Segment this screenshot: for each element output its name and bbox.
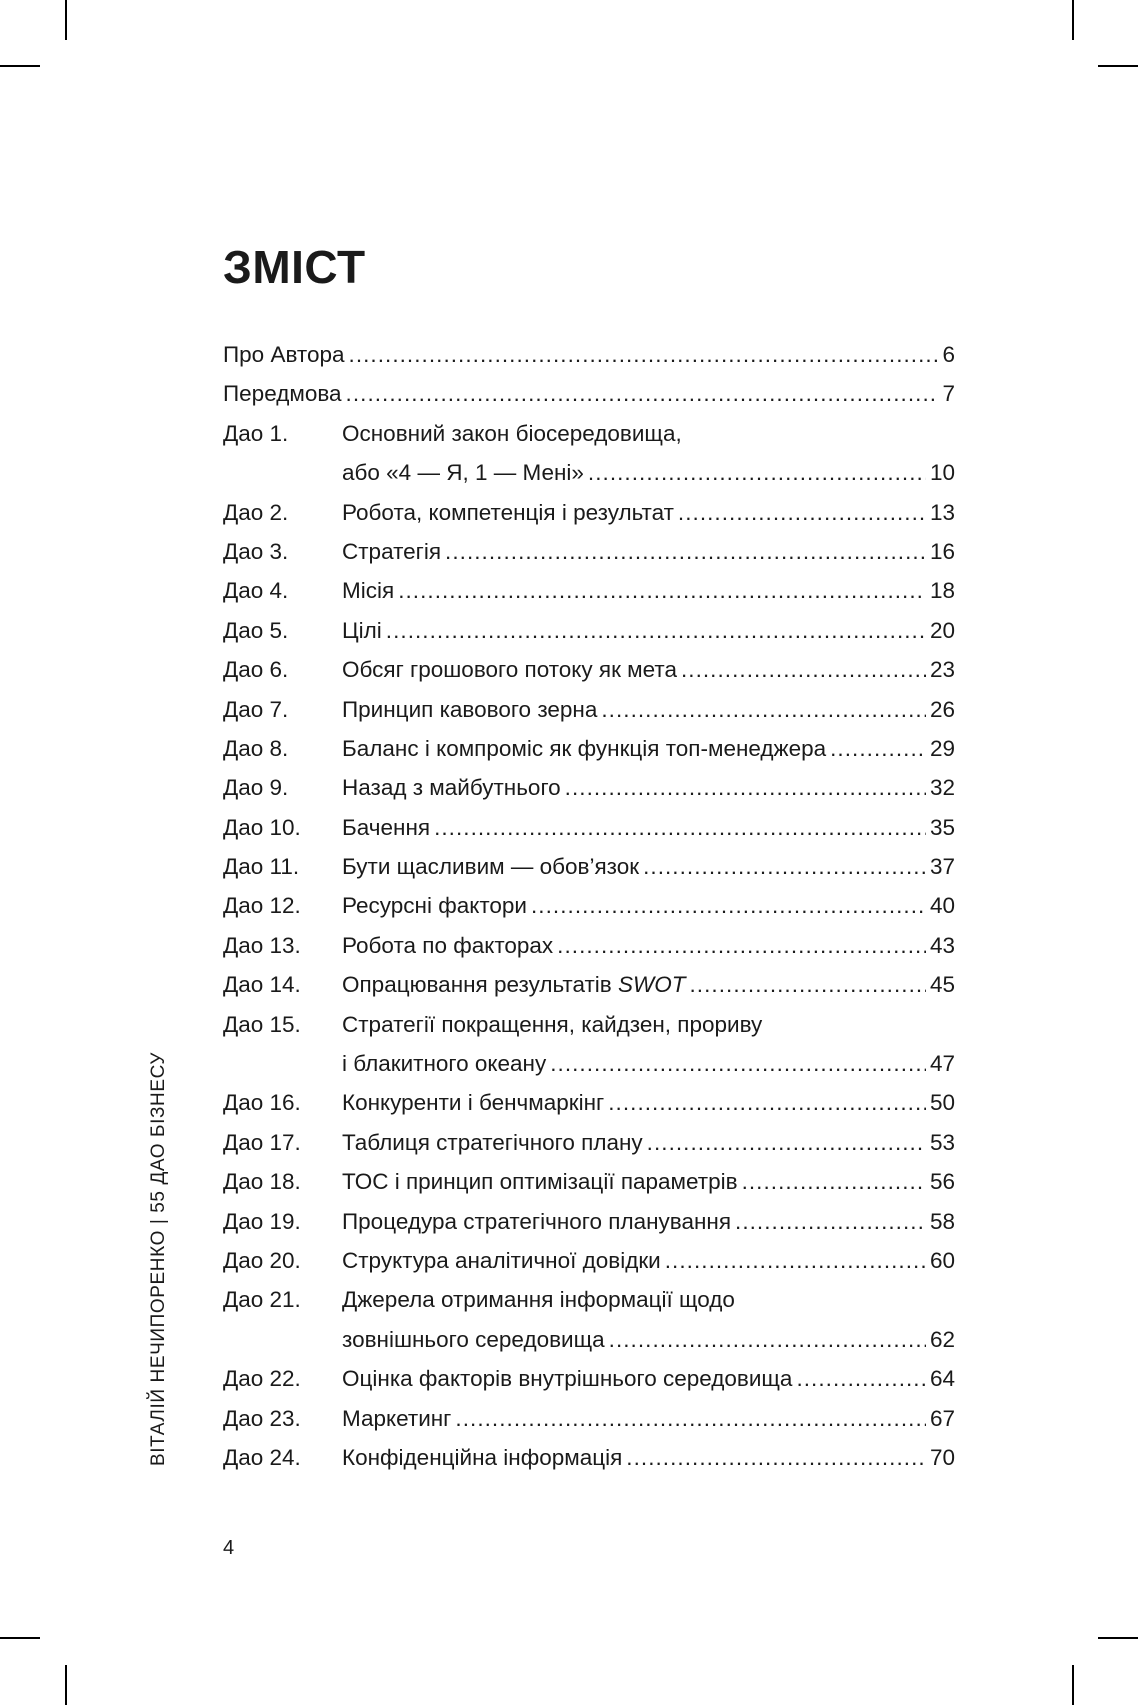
toc-entry [223, 886, 955, 925]
toc-entry-page: 7 [942, 381, 955, 407]
toc-entry [223, 571, 955, 610]
toc-entry [223, 1044, 955, 1083]
toc-entry-title: Конкуренти і бенчмаркінг [342, 1090, 605, 1116]
toc-entry-leader [455, 1399, 926, 1438]
toc-entry-number: Дао 2. [223, 499, 289, 525]
toc-entry [223, 768, 955, 807]
toc-entry-title: Джерела отримання інформації щодо [342, 1287, 735, 1313]
toc-entry-page: 10 [929, 460, 955, 486]
toc-entry [223, 1241, 955, 1280]
crop-mark-bottom-right [1072, 1665, 1074, 1705]
toc-entry [223, 335, 955, 374]
table-of-contents [223, 335, 955, 1477]
toc-entry-title: Передмова [223, 381, 342, 407]
toc-entry-number: Дао 20. [223, 1247, 301, 1273]
crop-mark-top-right [1072, 0, 1074, 40]
toc-entry-title: Маркетинг [342, 1405, 452, 1431]
toc-entry-page: 43 [929, 932, 955, 958]
toc-entry [223, 1280, 955, 1319]
toc-entry-title: Обсяг грошового потоку як мета [342, 657, 677, 683]
toc-entry-title: Оцінка факторів внутрішнього середовища [342, 1366, 793, 1392]
toc-entry-page: 45 [929, 972, 955, 998]
toc-entry-leader [398, 571, 926, 610]
toc-entry-title: Про Автора [223, 342, 345, 367]
toc-entry-page: 58 [929, 1208, 955, 1234]
toc-entry [223, 1083, 955, 1122]
toc-entry [223, 532, 955, 571]
toc-entry-title: Бути щасливим — обов’язок [342, 854, 640, 880]
toc-entry-leader [830, 729, 926, 768]
toc-entry-title: Таблиця стратегічного плану [342, 1129, 643, 1155]
toc-entry-page: 60 [929, 1247, 955, 1273]
toc-entry [223, 1320, 955, 1359]
toc-entry [223, 374, 955, 413]
toc-entry-leader [742, 1162, 926, 1201]
toc-entry-title: Робота, компетенція і результат [342, 499, 674, 525]
toc-entry [223, 926, 955, 965]
toc-entry [223, 453, 955, 492]
toc-entry-leader [531, 886, 926, 925]
toc-entry-leader [434, 808, 926, 847]
toc-entry-page: 64 [929, 1366, 955, 1392]
toc-entry-page: 62 [929, 1326, 955, 1352]
toc-entry-page: 70 [929, 1444, 955, 1470]
toc-entry-title: Бачення [342, 814, 431, 840]
toc-entry-page: 18 [929, 578, 955, 604]
toc-entry-leader [643, 847, 926, 886]
crop-mark-top-left [65, 0, 67, 40]
toc-entry-page: 20 [929, 617, 955, 643]
toc-entry-page: 6 [942, 342, 955, 367]
toc-entry-number: Дао 11. [223, 854, 300, 880]
toc-entry [223, 611, 955, 650]
toc-entry-title: Стратегії покращення, кайдзен, прориву [342, 1011, 763, 1037]
toc-entry [223, 1005, 955, 1044]
toc-entry-page: 16 [929, 538, 955, 564]
toc-entry-page: 29 [929, 735, 955, 761]
toc-entry-title: Баланс і компроміс як функція топ-менеджера [342, 735, 827, 761]
toc-entry-title: Ресурсні фактори [342, 893, 527, 919]
toc-entry-leader [349, 335, 939, 374]
page-title: ЗМІСТ [223, 241, 366, 293]
toc-entry-number: Дао 3. [223, 538, 289, 564]
toc-entry [223, 690, 955, 729]
toc-entry-number: Дао 6. [223, 657, 289, 683]
toc-entry [223, 808, 955, 847]
toc-entry-page: 37 [929, 854, 955, 880]
toc-entry-title: Принцип кавового зерна [342, 696, 598, 722]
toc-entry-title: і блакитного океану [342, 1051, 547, 1077]
toc-entry [223, 965, 955, 1004]
toc-entry [223, 493, 955, 532]
toc-entry-number: Дао 7. [223, 696, 289, 722]
toc-entry-leader [557, 926, 926, 965]
toc-entry-page: 56 [929, 1169, 955, 1195]
toc-entry-page: 47 [929, 1051, 955, 1077]
toc-entry-number: Дао 23. [223, 1405, 301, 1431]
toc-entry-number: Дао 4. [223, 578, 289, 604]
toc-entry-page: 32 [929, 775, 955, 801]
toc-entry [223, 1162, 955, 1201]
toc-entry-number: Дао 16. [223, 1090, 301, 1116]
toc-entry-leader [647, 1123, 926, 1162]
crop-mark-top-left-h [0, 65, 40, 67]
toc-entry-page: 53 [929, 1129, 955, 1155]
toc-entry-leader [346, 374, 939, 413]
toc-entry-number: Дао 12. [223, 893, 301, 919]
toc-entry-number: Дао 19. [223, 1208, 301, 1234]
toc-entry-leader [601, 690, 926, 729]
toc-entry-leader [608, 1083, 926, 1122]
toc-entry-title: Опрацювання результатів SWOT [342, 972, 686, 998]
toc-entry-title: Структура аналітичної довідки [342, 1247, 661, 1273]
toc-entry-number: Дао 1. [223, 420, 289, 446]
toc-entry-number: Дао 5. [223, 617, 289, 643]
toc-entry-leader [565, 768, 926, 807]
toc-entry-number: Дао 8. [223, 735, 289, 761]
toc-entry-leader [626, 1438, 926, 1477]
toc-entry-leader [735, 1202, 926, 1241]
toc-entry-leader [796, 1359, 926, 1398]
toc-entry-number: Дао 22. [223, 1366, 301, 1392]
toc-entry-leader [690, 965, 926, 1004]
toc-entry-page: 23 [929, 657, 955, 683]
toc-entry-page: 13 [929, 499, 955, 525]
crop-mark-top-right-h [1098, 65, 1138, 67]
toc-entry-number: Дао 14. [223, 972, 301, 998]
toc-entry [223, 729, 955, 768]
toc-entry-title: Процедура стратегічного планування [342, 1208, 732, 1234]
toc-entry-title: або «4 — Я, 1 — Мені» [342, 460, 584, 486]
toc-entry-leader [665, 1241, 926, 1280]
toc-entry-number: Дао 9. [223, 775, 289, 801]
toc-entry-title: Робота по факторах [342, 932, 554, 958]
crop-mark-bottom-right-h [1098, 1637, 1138, 1639]
toc-entry [223, 1399, 955, 1438]
toc-entry-leader [386, 611, 926, 650]
toc-entry [223, 1123, 955, 1162]
toc-entry-title: Стратегія [342, 538, 442, 564]
toc-entry [223, 847, 955, 886]
toc-entry-title: Конфіденційна інформація [342, 1444, 623, 1470]
toc-entry [223, 650, 955, 689]
toc-entry-title: Місія [342, 578, 395, 604]
toc-entry-title: Цілі [342, 617, 382, 643]
toc-entry [223, 1202, 955, 1241]
toc-entry-leader [609, 1320, 926, 1359]
toc-entry-page: 35 [929, 814, 955, 840]
toc-entry-number: Дао 21. [223, 1287, 301, 1313]
toc-entry-title: Назад з майбутнього [342, 775, 561, 801]
toc-entry-number: Дао 10. [223, 814, 301, 840]
toc-entry [223, 1438, 955, 1477]
toc-entry [223, 1359, 955, 1398]
toc-entry-leader [445, 532, 926, 571]
toc-entry-number: Дао 13. [223, 932, 301, 958]
toc-entry-title: Основний закон біосередовища, [342, 420, 682, 446]
toc-entry-leader [681, 650, 926, 689]
toc-entry-page: 26 [929, 696, 955, 722]
toc-entry-number: Дао 15. [223, 1011, 301, 1037]
toc-entry-leader [588, 453, 926, 492]
page-number: 4 [223, 1537, 235, 1559]
crop-mark-bottom-left [65, 1665, 67, 1705]
toc-entry-page: 50 [929, 1090, 955, 1116]
crop-mark-bottom-left-h [0, 1637, 40, 1639]
toc-entry-page: 40 [929, 893, 955, 919]
toc-entry-number: Дао 18. [223, 1169, 301, 1195]
toc-entry-number: Дао 24. [223, 1444, 301, 1470]
toc-entry [223, 414, 955, 453]
running-head-vertical: ВІТАЛІЙ НЕЧИПОРЕНКО | 55 ДАО БІЗНЕСУ [148, 1051, 169, 1466]
toc-entry-title: зовнішнього середовища [342, 1326, 605, 1352]
toc-entry-title: ТОС і принцип оптимізації параметрів [342, 1169, 738, 1195]
toc-entry-leader [678, 493, 926, 532]
toc-entry-leader [550, 1044, 926, 1083]
toc-entry-page: 67 [929, 1405, 955, 1431]
toc-entry-number: Дао 17. [223, 1129, 301, 1155]
